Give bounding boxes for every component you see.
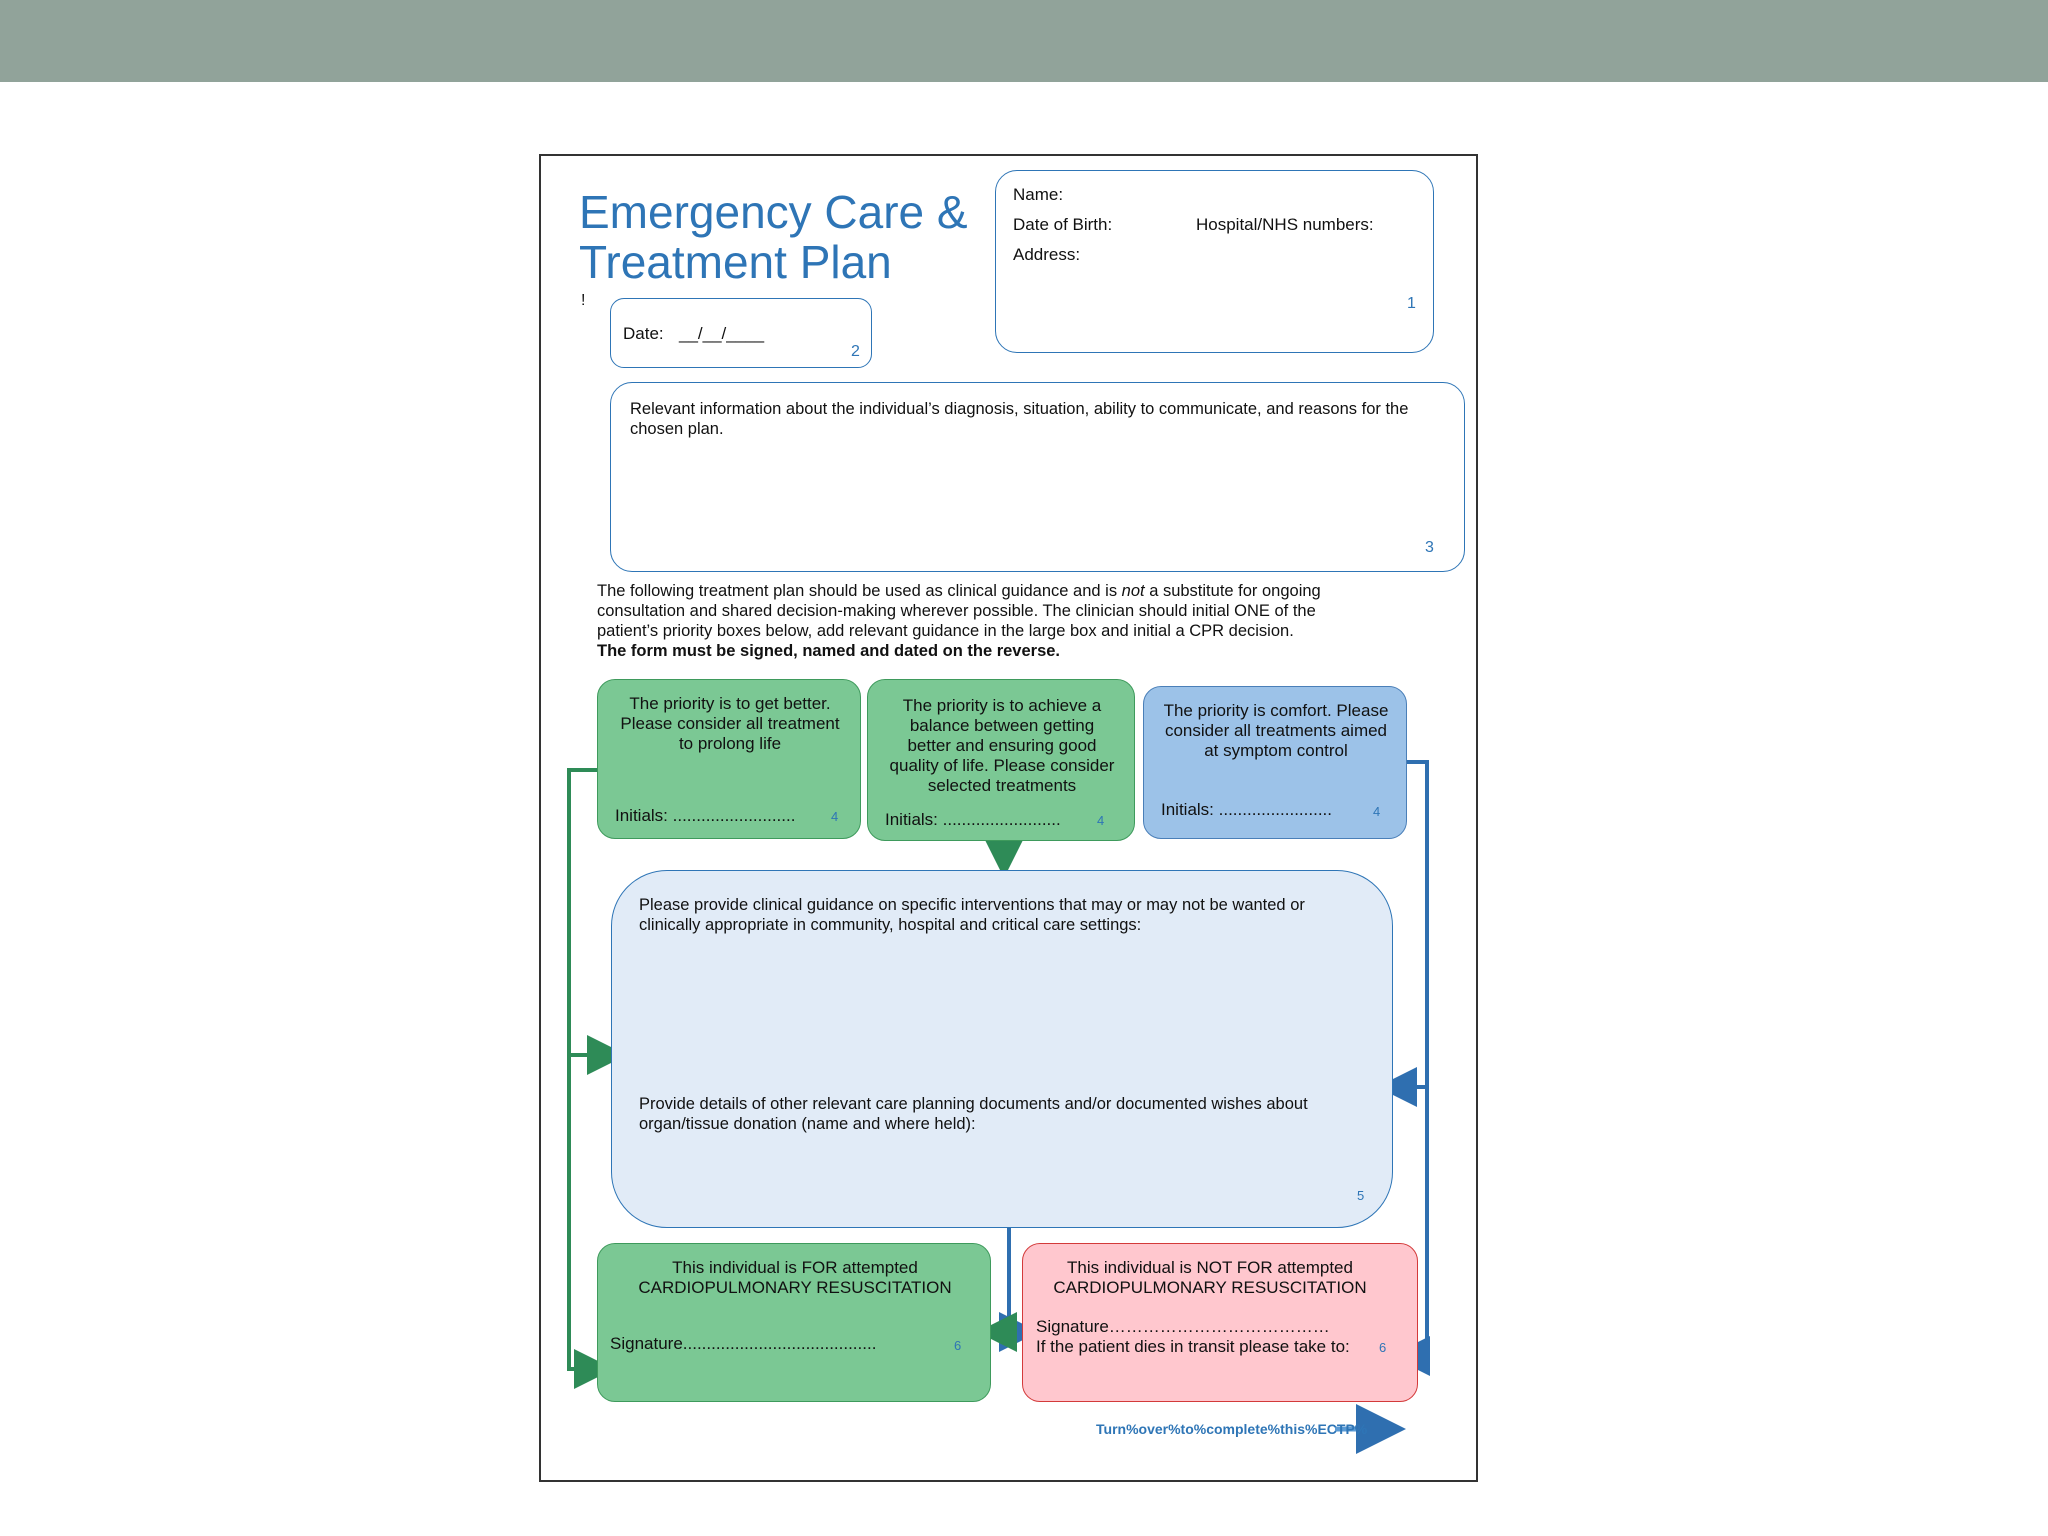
turn-over-note: Turn%over%to%complete%this%ECTP% xyxy=(1096,1421,1368,1437)
priority-text: The priority is to achieve a balance between getting better and ensuring good quality of life. Please consider selected treatments xyxy=(889,696,1115,795)
relevant-info-text: Relevant information about the individual’s diagnosis, situation, ability to communicate, and reasons for the chosen plan. xyxy=(630,400,1409,438)
date-label: Date: xyxy=(623,324,664,343)
section-number: 2 xyxy=(851,343,860,360)
clinical-guidance-box[interactable] xyxy=(611,870,1393,1228)
priority-box-comfort[interactable] xyxy=(1143,686,1407,839)
date-box[interactable] xyxy=(610,298,872,368)
initials-line: Initials: ........................ xyxy=(1161,800,1332,819)
dob-label: Date of Birth: xyxy=(1013,215,1113,234)
initials-line: Initials: .......................... xyxy=(615,806,796,825)
guidance-paragraph xyxy=(597,581,1397,661)
form-title: Emergency Care & Treatment Plan xyxy=(579,186,968,288)
stray-mark: ! xyxy=(581,292,586,309)
cpr-not-for-box[interactable] xyxy=(1022,1243,1418,1402)
signature-line: Signature………………………………… xyxy=(1036,1317,1330,1336)
section-number: 6 xyxy=(954,1338,962,1353)
care-planning-text: Provide details of other relevant care planning documents and/or documented wishes about organ/tissue donation (name and where held): xyxy=(639,1095,1308,1133)
guidance-line-2: consultation and shared decision-making wherever possible. The clinician should initial ONE of the xyxy=(597,602,1316,620)
section-number: 4 xyxy=(831,809,839,824)
guidance-line-3: patient’s priority boxes below, add relevant guidance in the large box and initial a CPR decision. xyxy=(597,622,1294,640)
priority-box-get-better[interactable] xyxy=(597,679,861,839)
cpr-not-for-text: This individual is NOT FOR attempted CARDIOPULMONARY RESUSCITATION xyxy=(1053,1258,1367,1297)
patient-details-box[interactable] xyxy=(995,170,1434,353)
hospital-number-label: Hospital/NHS numbers: xyxy=(1196,215,1374,234)
section-number: 4 xyxy=(1097,813,1105,828)
section-number: 3 xyxy=(1425,539,1434,556)
clinical-guidance-text: Please provide clinical guidance on specific interventions that may or may not be wanted or clinically appropriate in community, hospital and critical care settings: xyxy=(639,896,1305,934)
date-value: __/__/____ xyxy=(679,324,765,343)
top-banner xyxy=(0,0,2048,82)
cpr-for-box[interactable] xyxy=(597,1243,991,1402)
section-number: 4 xyxy=(1373,804,1381,819)
signature-line: Signature......................................... xyxy=(610,1334,877,1353)
transit-instruction: If the patient dies in transit please take to: xyxy=(1036,1337,1350,1356)
section-number: 5 xyxy=(1357,1188,1365,1203)
name-label: Name: xyxy=(1013,185,1064,204)
priority-text: The priority is comfort. Please consider all treatments aimed at symptom control xyxy=(1163,701,1389,760)
initials-line: Initials: ......................... xyxy=(885,810,1061,829)
guidance-bold-line: The form must be signed, named and dated on the reverse. xyxy=(597,642,1061,660)
relevant-info-box[interactable] xyxy=(610,382,1465,572)
guidance-line-1: The following treatment plan should be used as clinical guidance and is not a substitute for ongoing xyxy=(597,582,1321,600)
section-number: 6 xyxy=(1379,1340,1387,1355)
section-number: 1 xyxy=(1407,295,1416,312)
address-label: Address: xyxy=(1013,245,1081,264)
priority-text: The priority is to get better. Please consider all treatment to prolong life xyxy=(620,694,840,753)
cpr-for-text: This individual is FOR attempted CARDIOPULMONARY RESUSCITATION xyxy=(638,1258,952,1297)
emphasis-not: not xyxy=(1121,582,1145,600)
priority-box-balance[interactable] xyxy=(867,679,1135,841)
